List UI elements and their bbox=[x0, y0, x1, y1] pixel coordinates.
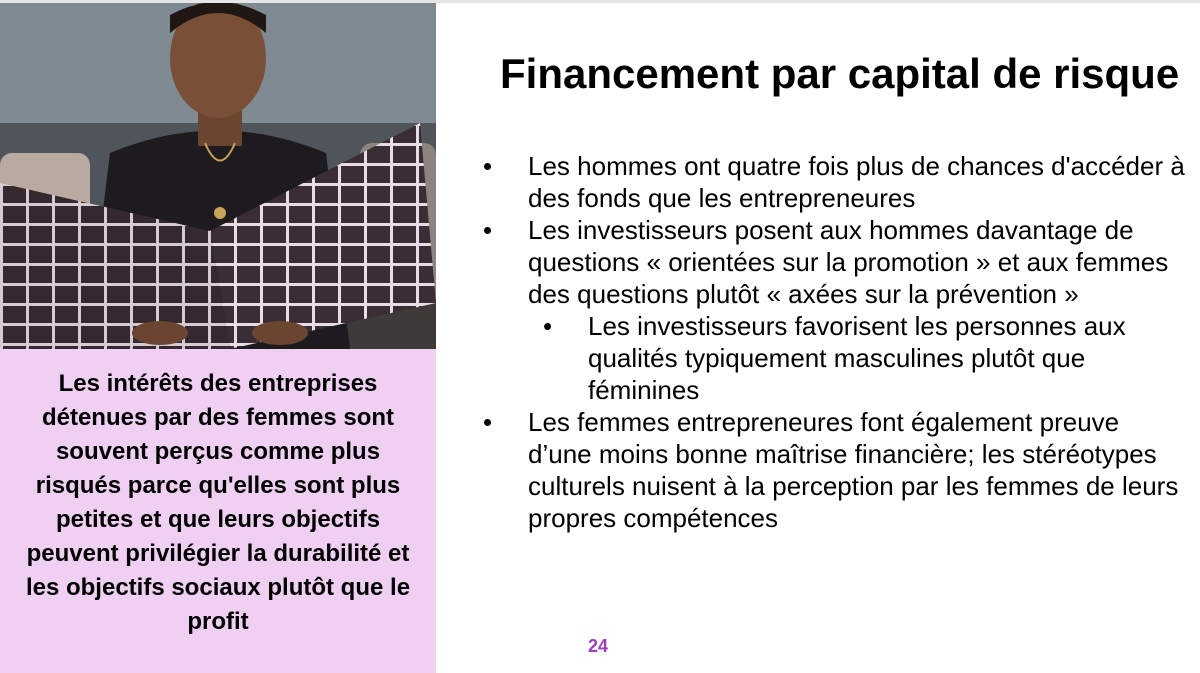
bullet-text: Les investisseurs posent aux hommes davantage de questions « orientées sur la promotion » et aux femmes des questions plutôt « axées sur la prévention » bbox=[528, 215, 1169, 309]
page-number: 24 bbox=[588, 636, 609, 656]
caption-text: Les intérêts des entreprises détenues par des femmes sont souvent perçus comme plus risqués parce qu'elles sont plus petites et que leurs objectifs peuvent privilégier la durabilité et les objectifs sociaux plutôt que le profit bbox=[25, 370, 411, 635]
bullet-item bbox=[480, 406, 1185, 534]
photo-woman-reading-menu bbox=[0, 3, 436, 349]
bullet-marker: • bbox=[483, 407, 493, 437]
sub-bullet-text: Les investisseurs favorisent les personnes aux qualités typiquement masculines plutôt que féminines bbox=[588, 311, 1126, 405]
bullet-marker: • bbox=[483, 215, 493, 245]
bullet-list bbox=[480, 150, 1185, 534]
sub-bullet-marker: • bbox=[543, 311, 553, 341]
caption-box bbox=[0, 349, 436, 673]
bullet-marker: • bbox=[483, 151, 493, 181]
bullet-text: Les femmes entrepreneures font également preuve d’une moins bonne maîtrise financière; les stéréotypes culturels nuisent à la perception par les femmes de leurs propres compétences bbox=[528, 407, 1179, 533]
sub-bullet-item bbox=[540, 310, 1185, 406]
bullet-item bbox=[480, 214, 1185, 310]
bullet-item bbox=[480, 150, 1185, 214]
bullet-text: Les hommes ont quatre fois plus de chances d'accéder à des fonds que les entrepreneures bbox=[528, 151, 1185, 213]
slide-title: Financement par capital de risque bbox=[500, 50, 1180, 97]
